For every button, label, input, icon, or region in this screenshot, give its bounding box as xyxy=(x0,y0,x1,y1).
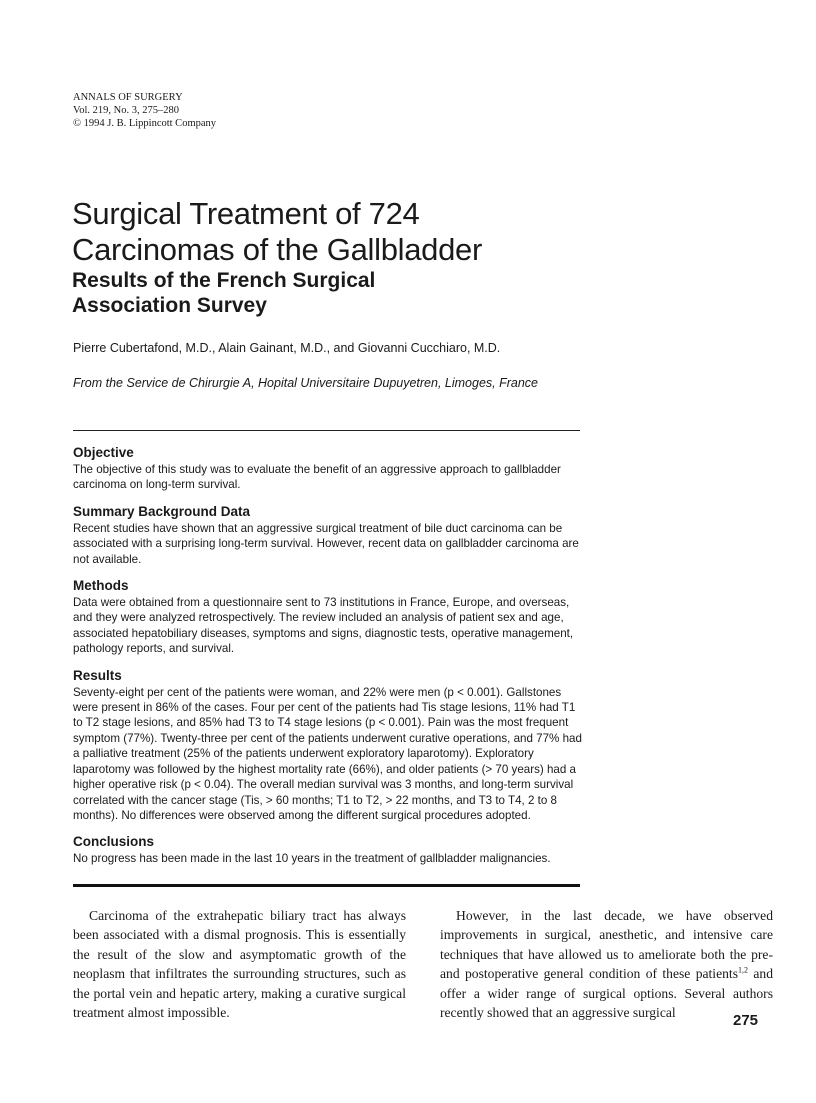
journal-header xyxy=(73,91,216,130)
objective-heading: Objective xyxy=(73,445,134,460)
methods-heading: Methods xyxy=(73,578,129,594)
abstract-top-divider xyxy=(73,430,580,431)
subtitle-line-1: Results of the French Surgical xyxy=(72,269,376,292)
methods-text: Data were obtained from a questionnaire sent to 73 institutions in France, Europe, and overseas, and they were analyzed retrospectively. The review included an analysis of patient sex and age, associated hepatobiliary diseases, symptoms and signs, diagnostic tests, operative management, pathology reports, and survival. xyxy=(73,596,574,656)
body-right-column xyxy=(440,906,773,1022)
title-line-1: Surgical Treatment of 724 xyxy=(72,196,420,231)
background-text: Recent studies have shown that an aggressive surgical treatment of bile duct carcinoma can be associated with a surprising long-term survival. However, recent data on gallbladder carcinoma are not available. xyxy=(73,521,579,566)
authors: Pierre Cubertafond, M.D., Alain Gainant, M.D., and Giovanni Cucchiaro, M.D. xyxy=(73,341,501,355)
article-subtitle xyxy=(72,268,492,318)
journal-name: ANNALS OF SURGERY xyxy=(73,92,183,103)
background-heading: Summary Background Data xyxy=(73,503,251,519)
citation-superscript: 1,2 xyxy=(738,965,748,975)
affiliation: From the Service de Chirurgie A, Hopital Universitaire Dupuyetren, Limoges, France xyxy=(73,376,539,390)
abstract xyxy=(73,444,588,877)
abstract-bottom-divider xyxy=(73,884,580,887)
conclusions-text: No progress has been made in the last 10 years in the treatment of gallbladder malignancies. xyxy=(73,852,551,866)
results-text: Seventy-eight per cent of the patients were woman, and 22% were men (p < 0.001). Gallstones were present in 86% of the cases. Four per cent of the patients had Tis stage lesions, 11% had T1 to T2 stage lesions, and 85% had T3 to T4 stage lesions (p < 0.001). Pain was the most frequent symptom (77%). Twenty-three per cent of the patients underwent curative operations, and 77% had a palliative treatment (25% of the patients underwent exploratory laparotomy). Exploratory laparotomy was followed by the highest mortality rate (66%), and older patients (> 70 years) had a higher operative risk (p < 0.04). The overall median survival was 3 months, and long-term survival correlated with the cancer stage (Tis, > 60 months; T1 to T2, > 22 months, and T3 to T4, 2 to 8 months). No differences were observed among the different surgical procedures adopted. xyxy=(73,685,582,822)
article-title xyxy=(72,196,692,268)
body-right-text-2: and offer a wider range of surgical options. Several authors recently showed that an aggressive surgical xyxy=(440,966,774,1021)
body-right-text-1: However, in the last decade, we have observed improvements in surgical, anesthetic, and intensive care techniques that have allowed us to ameliorate both the pre- and postoperative general condition of these patients xyxy=(440,908,773,982)
page-number: 275 xyxy=(733,1012,759,1029)
objective-text: The objective of this study was to evaluate the benefit of an aggressive approach to gallbladder carcinoma on long-term survival. xyxy=(73,463,561,492)
journal-volume: Vol. 219, No. 3, 275–280 xyxy=(73,105,179,116)
conclusions-heading: Conclusions xyxy=(73,834,155,850)
subtitle-line-2: Association Survey xyxy=(72,294,267,317)
results-heading: Results xyxy=(73,667,122,683)
body-left-column: Carcinoma of the extrahepatic biliary tract has always been associated with a dismal prognosis. This is essentially the result of the slow and asymptomatic growth of the neoplasm that infiltrates the surrounding structures, such as the portal vein and hepatic artery, making a curative surgical treatment almost impossible. xyxy=(73,908,406,1021)
journal-copyright: © 1994 J. B. Lippincott Company xyxy=(73,118,217,129)
title-line-2: Carcinomas of the Gallbladder xyxy=(72,232,483,267)
